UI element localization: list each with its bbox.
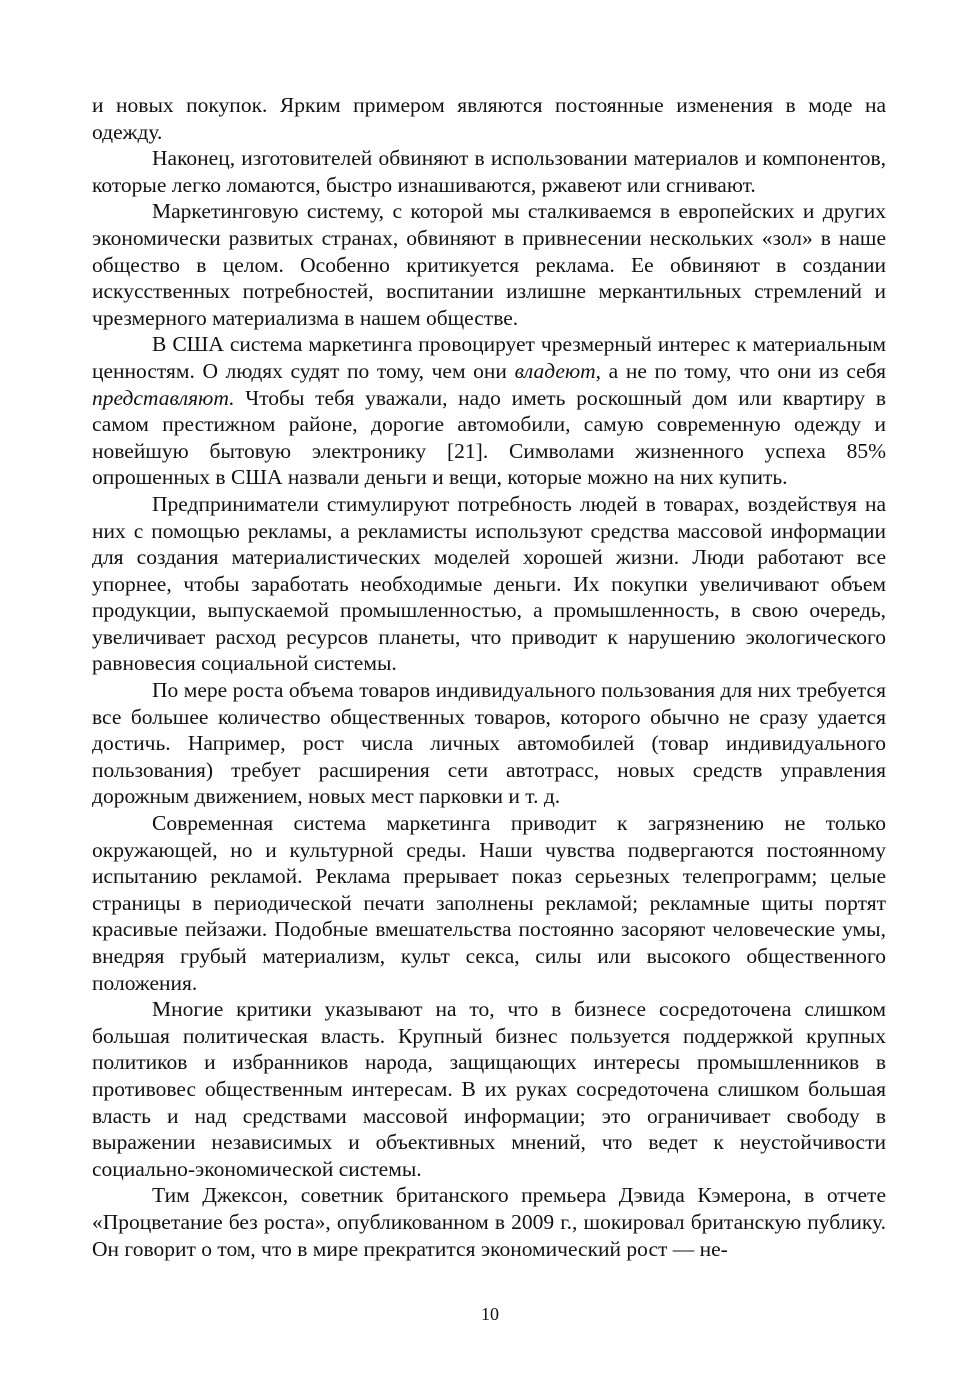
paragraph: [92, 198, 886, 331]
paragraph-text: Наконец, изготовителей обвиняют в использовании материалов и компонентов, которые легко ломаются, быстро изнашиваются, ржавеют или сгнивают.: [92, 146, 886, 197]
paragraph-text: Тим Джексон, советник британского премьера Дэвида Кэмерона, в отчете «Процветание без роста», опубликованном в 2009 г., шокировал британскую публику. Он говорит о том, что в мире прекратится экономический рост — не-: [92, 1183, 886, 1261]
paragraph-text: Чтобы тебя уважали, надо иметь роскошный дом или квартиру в самом престижном районе, дорогие автомобили, самую современную одежду и новейшую бытовую электронику [21]. Символами жизненного успеха 85% опрошенных в США назвали деньги и вещи, которые можно на них купить.: [92, 385, 886, 490]
paragraph-text: По мере роста объема товаров индивидуального пользования для них требуется все большее количество общественных товаров, которого обычно не сразу удается достичь. Например, рост числа личных автомобилей (товар индивидуального пользования) требует расширения сети автотрасс, новых средств управления дорожным движением, новых мест парковки и т. д.: [92, 678, 886, 809]
paragraph-text: и новых покупок. Ярким примером являются постоянные изменения в моде на одежду.: [92, 93, 886, 144]
paragraph: [92, 1182, 886, 1262]
paragraph-text: Современная система маркетинга приводит к загрязнению не только окружающей, но и культурной среды. Наши чувства подвергаются постоянному испытанию рекламой. Реклама прерывает показ серьезных телепрограмм; целые страницы в периодической печати заполнены рекламой; рекламные щиты портят красивые пейзажи. Подобные вмешательства постоянно засоряют человеческие умы, внедряя грубый материализм, культ секса, силы или высокого общественного положения.: [92, 811, 886, 995]
document-body: [92, 92, 886, 1262]
paragraph: [92, 331, 886, 491]
page-number: 10: [481, 1304, 499, 1324]
paragraph: [92, 810, 886, 996]
paragraph: [92, 996, 886, 1182]
paragraph: [92, 491, 886, 677]
paragraph: [92, 677, 886, 810]
paragraph-text: Предприниматели стимулируют потребность людей в товарах, воздействуя на них с помощью рекламы, а рекламисты используют средства массовой информации для создания материалистических моделей хорошей жизни. Люди работают все упорнее, чтобы заработать необходимые деньги. Их покупки увеличивают объем продукции, выпускаемой промышленностью, а промышленность, в свою очередь, увеличивает расход ресурсов планеты, что приводит к нарушению экологического равновесия социальной системы.: [92, 491, 886, 676]
paragraph-text: Многие критики указывают на то, что в бизнесе сосредоточена слишком большая политическая власть. Крупный бизнес пользуется поддержкой крупных политиков и избранников народа, защищающих интересы промышленников в противовес общественным интересам. В их руках сосредоточена слишком большая власть и над средствами массовой информации; это ограничивает свободу в выражении независимых и объективных мнений, что ведет к неустойчивости социально-экономической системы.: [92, 997, 886, 1181]
paragraph-text: Маркетинговую систему, с которой мы сталкиваемся в европейских и других экономически развитых странах, обвиняют в привнесении нескольких «зол» в наше общество в целом. Особенно критикуется реклама. Ее обвиняют в создании искусственных потребностей, воспитании излишне меркантильных стремлений и чрезмерного материализма в нашем обществе.: [92, 199, 886, 330]
italic-text: представляют.: [92, 385, 235, 410]
paragraph-text: В США система маркетинга провоцирует чрезмерный интерес к материальным ценностям. О людях судят по тому, чем они: [92, 332, 886, 383]
paragraph: [92, 145, 886, 198]
paragraph-text: , а не по тому, что они из себя: [595, 358, 886, 383]
paragraph: [92, 92, 886, 145]
italic-text: владеют: [514, 358, 596, 383]
